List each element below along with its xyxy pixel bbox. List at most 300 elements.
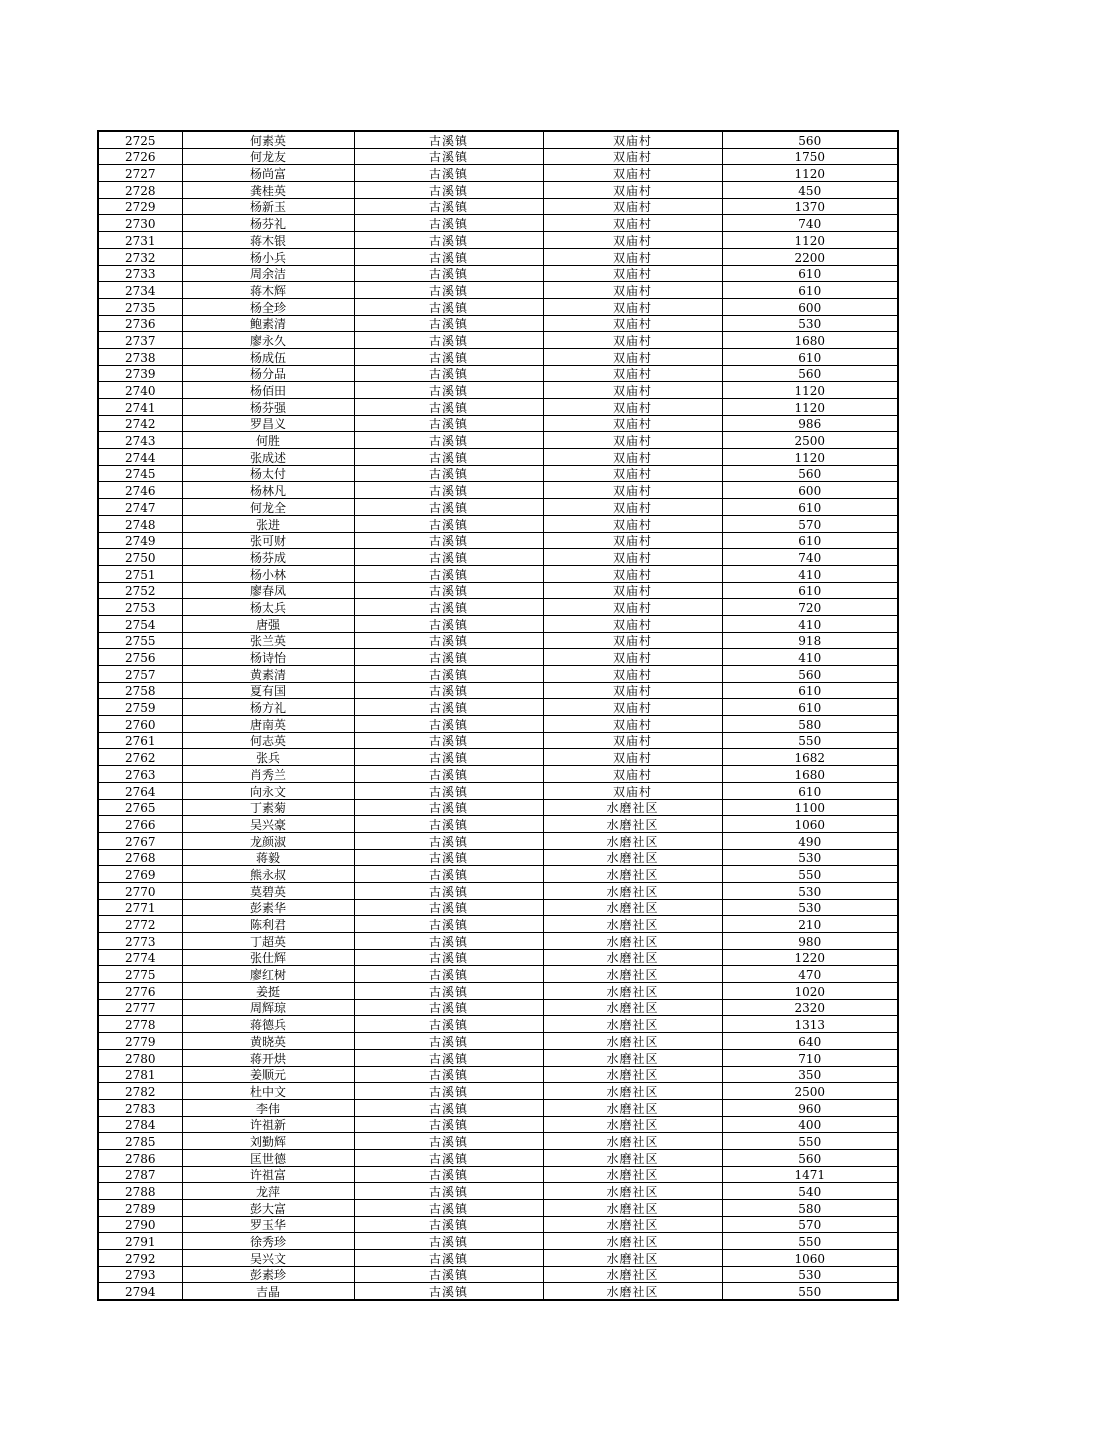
amount-cell: 610 <box>722 532 898 549</box>
amount-cell: 980 <box>722 933 898 950</box>
village-cell: 水磨社区 <box>543 816 722 833</box>
row-number-cell: 2784 <box>98 1116 182 1133</box>
row-number-cell: 2789 <box>98 1200 182 1217</box>
row-number-cell: 2730 <box>98 215 182 232</box>
row-number-cell: 2728 <box>98 182 182 199</box>
village-cell: 双庙村 <box>543 399 722 416</box>
name-cell: 姜顺元 <box>182 1066 354 1083</box>
town-cell: 古溪镇 <box>354 532 543 549</box>
row-number-cell: 2768 <box>98 849 182 866</box>
town-cell: 古溪镇 <box>354 966 543 983</box>
amount-cell: 550 <box>722 1283 898 1300</box>
table-row <box>98 832 898 849</box>
name-cell: 何志英 <box>182 732 354 749</box>
amount-cell: 1220 <box>722 949 898 966</box>
village-cell: 双庙村 <box>543 215 722 232</box>
amount-cell: 560 <box>722 666 898 683</box>
town-cell: 古溪镇 <box>354 1016 543 1033</box>
town-cell: 古溪镇 <box>354 1116 543 1133</box>
amount-cell: 2320 <box>722 999 898 1016</box>
row-number-cell: 2788 <box>98 1183 182 1200</box>
name-cell: 廖红树 <box>182 966 354 983</box>
town-cell: 古溪镇 <box>354 215 543 232</box>
amount-cell: 550 <box>722 866 898 883</box>
name-cell: 肖秀兰 <box>182 766 354 783</box>
row-number-cell: 2737 <box>98 332 182 349</box>
village-cell: 双庙村 <box>543 565 722 582</box>
row-number-cell: 2756 <box>98 649 182 666</box>
amount-cell: 570 <box>722 515 898 532</box>
table-row <box>98 182 898 199</box>
table-row <box>98 899 898 916</box>
name-cell: 刘勤辉 <box>182 1133 354 1150</box>
village-cell: 水磨社区 <box>543 1033 722 1050</box>
name-cell: 唐强 <box>182 615 354 632</box>
village-cell: 双庙村 <box>543 348 722 365</box>
table-row <box>98 499 898 516</box>
village-cell: 双庙村 <box>543 599 722 616</box>
village-cell: 双庙村 <box>543 749 722 766</box>
row-number-cell: 2733 <box>98 265 182 282</box>
amount-cell: 530 <box>722 849 898 866</box>
town-cell: 古溪镇 <box>354 182 543 199</box>
town-cell: 古溪镇 <box>354 1033 543 1050</box>
table-row <box>98 565 898 582</box>
name-cell: 黄素清 <box>182 666 354 683</box>
table-row <box>98 532 898 549</box>
row-number-cell: 2750 <box>98 549 182 566</box>
table-row <box>98 1066 898 1083</box>
table-row <box>98 799 898 816</box>
table-body <box>98 131 898 1300</box>
row-number-cell: 2751 <box>98 565 182 582</box>
amount-cell: 1060 <box>722 1250 898 1267</box>
name-cell: 杨全珍 <box>182 298 354 315</box>
table-row <box>98 315 898 332</box>
name-cell: 杨尚富 <box>182 165 354 182</box>
amount-cell: 740 <box>722 215 898 232</box>
row-number-cell: 2779 <box>98 1033 182 1050</box>
name-cell: 吴兴文 <box>182 1250 354 1267</box>
village-cell: 双庙村 <box>543 649 722 666</box>
town-cell: 古溪镇 <box>354 465 543 482</box>
name-cell: 李伟 <box>182 1099 354 1116</box>
table-row <box>98 766 898 783</box>
town-cell: 古溪镇 <box>354 866 543 883</box>
table-row <box>98 816 898 833</box>
name-cell: 许祖富 <box>182 1166 354 1183</box>
amount-cell: 1100 <box>722 799 898 816</box>
village-cell: 水磨社区 <box>543 1283 722 1300</box>
village-cell: 双庙村 <box>543 699 722 716</box>
amount-cell: 610 <box>722 699 898 716</box>
name-cell: 杨小林 <box>182 565 354 582</box>
amount-cell: 530 <box>722 315 898 332</box>
table-row <box>98 849 898 866</box>
village-cell: 水磨社区 <box>543 1266 722 1283</box>
table-row <box>98 666 898 683</box>
town-cell: 古溪镇 <box>354 666 543 683</box>
row-number-cell: 2776 <box>98 983 182 1000</box>
row-number-cell: 2761 <box>98 732 182 749</box>
town-cell: 古溪镇 <box>354 165 543 182</box>
town-cell: 古溪镇 <box>354 1083 543 1100</box>
town-cell: 古溪镇 <box>354 849 543 866</box>
village-cell: 水磨社区 <box>543 1216 722 1233</box>
town-cell: 古溪镇 <box>354 782 543 799</box>
row-number-cell: 2786 <box>98 1149 182 1166</box>
row-number-cell: 2775 <box>98 966 182 983</box>
town-cell: 古溪镇 <box>354 682 543 699</box>
village-cell: 双庙村 <box>543 282 722 299</box>
table-row <box>98 983 898 1000</box>
name-cell: 蒋木辉 <box>182 282 354 299</box>
row-number-cell: 2792 <box>98 1250 182 1267</box>
name-cell: 罗昌义 <box>182 415 354 432</box>
town-cell: 古溪镇 <box>354 382 543 399</box>
table-row <box>98 399 898 416</box>
row-number-cell: 2745 <box>98 465 182 482</box>
name-cell: 张仕辉 <box>182 949 354 966</box>
table-row <box>98 933 898 950</box>
row-number-cell: 2762 <box>98 749 182 766</box>
town-cell: 古溪镇 <box>354 1099 543 1116</box>
name-cell: 杨小兵 <box>182 248 354 265</box>
amount-cell: 560 <box>722 1149 898 1166</box>
amount-cell: 1682 <box>722 749 898 766</box>
row-number-cell: 2738 <box>98 348 182 365</box>
village-cell: 双庙村 <box>543 198 722 215</box>
town-cell: 古溪镇 <box>354 432 543 449</box>
town-cell: 古溪镇 <box>354 1200 543 1217</box>
name-cell: 杨成伍 <box>182 348 354 365</box>
town-cell: 古溪镇 <box>354 615 543 632</box>
name-cell: 廖春凤 <box>182 582 354 599</box>
village-cell: 水磨社区 <box>543 1166 722 1183</box>
village-cell: 双庙村 <box>543 415 722 432</box>
village-cell: 水磨社区 <box>543 849 722 866</box>
table-row <box>98 365 898 382</box>
amount-cell: 540 <box>722 1183 898 1200</box>
village-cell: 双庙村 <box>543 482 722 499</box>
village-cell: 双庙村 <box>543 232 722 249</box>
row-number-cell: 2748 <box>98 515 182 532</box>
name-cell: 杨芬强 <box>182 399 354 416</box>
town-cell: 古溪镇 <box>354 348 543 365</box>
table-row <box>98 615 898 632</box>
table-row <box>98 1016 898 1033</box>
name-cell: 匡世德 <box>182 1149 354 1166</box>
row-number-cell: 2734 <box>98 282 182 299</box>
row-number-cell: 2778 <box>98 1016 182 1033</box>
row-number-cell: 2729 <box>98 198 182 215</box>
row-number-cell: 2753 <box>98 599 182 616</box>
town-cell: 古溪镇 <box>354 1049 543 1066</box>
row-number-cell: 2764 <box>98 782 182 799</box>
village-cell: 双庙村 <box>543 666 722 683</box>
village-cell: 水磨社区 <box>543 1116 722 1133</box>
table-row <box>98 632 898 649</box>
table-row <box>98 582 898 599</box>
amount-cell: 1120 <box>722 165 898 182</box>
name-cell: 许祖新 <box>182 1116 354 1133</box>
table-row <box>98 1266 898 1283</box>
name-cell: 彭素华 <box>182 899 354 916</box>
row-number-cell: 2742 <box>98 415 182 432</box>
town-cell: 古溪镇 <box>354 632 543 649</box>
row-number-cell: 2747 <box>98 499 182 516</box>
amount-cell: 530 <box>722 1266 898 1283</box>
row-number-cell: 2746 <box>98 482 182 499</box>
village-cell: 水磨社区 <box>543 866 722 883</box>
table-row <box>98 1033 898 1050</box>
name-cell: 蒋木银 <box>182 232 354 249</box>
row-number-cell: 2759 <box>98 699 182 716</box>
village-cell: 双庙村 <box>543 332 722 349</box>
name-cell: 张可财 <box>182 532 354 549</box>
village-cell: 双庙村 <box>543 682 722 699</box>
table-row <box>98 699 898 716</box>
amount-cell: 410 <box>722 565 898 582</box>
village-cell: 水磨社区 <box>543 1083 722 1100</box>
table-row <box>98 732 898 749</box>
village-cell: 双庙村 <box>543 782 722 799</box>
town-cell: 古溪镇 <box>354 282 543 299</box>
row-number-cell: 2783 <box>98 1099 182 1116</box>
row-number-cell: 2726 <box>98 148 182 165</box>
row-number-cell: 2765 <box>98 799 182 816</box>
amount-cell: 580 <box>722 716 898 733</box>
town-cell: 古溪镇 <box>354 198 543 215</box>
table-row <box>98 682 898 699</box>
table-row <box>98 131 898 148</box>
table-row <box>98 198 898 215</box>
amount-cell: 600 <box>722 298 898 315</box>
town-cell: 古溪镇 <box>354 265 543 282</box>
table-row <box>98 215 898 232</box>
row-number-cell: 2740 <box>98 382 182 399</box>
amount-cell: 550 <box>722 1233 898 1250</box>
name-cell: 龙萍 <box>182 1183 354 1200</box>
row-number-cell: 2769 <box>98 866 182 883</box>
town-cell: 古溪镇 <box>354 699 543 716</box>
town-cell: 古溪镇 <box>354 1266 543 1283</box>
town-cell: 古溪镇 <box>354 415 543 432</box>
name-cell: 杨方礼 <box>182 699 354 716</box>
village-cell: 水磨社区 <box>543 983 722 1000</box>
town-cell: 古溪镇 <box>354 148 543 165</box>
village-cell: 水磨社区 <box>543 916 722 933</box>
table-row <box>98 1233 898 1250</box>
town-cell: 古溪镇 <box>354 399 543 416</box>
name-cell: 周辉琼 <box>182 999 354 1016</box>
town-cell: 古溪镇 <box>354 766 543 783</box>
town-cell: 古溪镇 <box>354 1216 543 1233</box>
row-number-cell: 2741 <box>98 399 182 416</box>
row-number-cell: 2743 <box>98 432 182 449</box>
village-cell: 双庙村 <box>543 365 722 382</box>
town-cell: 古溪镇 <box>354 1166 543 1183</box>
table-row <box>98 882 898 899</box>
town-cell: 古溪镇 <box>354 1066 543 1083</box>
village-cell: 水磨社区 <box>543 1049 722 1066</box>
name-cell: 何胜 <box>182 432 354 449</box>
village-cell: 双庙村 <box>543 716 722 733</box>
town-cell: 古溪镇 <box>354 549 543 566</box>
table-row <box>98 332 898 349</box>
row-number-cell: 2758 <box>98 682 182 699</box>
name-cell: 吉晶 <box>182 1283 354 1300</box>
table-row <box>98 515 898 532</box>
amount-cell: 1370 <box>722 198 898 215</box>
amount-cell: 560 <box>722 465 898 482</box>
name-cell: 陈利君 <box>182 916 354 933</box>
row-number-cell: 2785 <box>98 1133 182 1150</box>
town-cell: 古溪镇 <box>354 916 543 933</box>
table-row <box>98 232 898 249</box>
amount-cell: 450 <box>722 182 898 199</box>
town-cell: 古溪镇 <box>354 799 543 816</box>
name-cell: 杨分品 <box>182 365 354 382</box>
name-cell: 彭素珍 <box>182 1266 354 1283</box>
amount-cell: 550 <box>722 1133 898 1150</box>
name-cell: 龙颜淑 <box>182 832 354 849</box>
table-row <box>98 265 898 282</box>
amount-cell: 490 <box>722 832 898 849</box>
village-cell: 双庙村 <box>543 632 722 649</box>
village-cell: 水磨社区 <box>543 1016 722 1033</box>
row-number-cell: 2755 <box>98 632 182 649</box>
name-cell: 杨新玉 <box>182 198 354 215</box>
table-row <box>98 449 898 466</box>
data-table <box>97 130 899 1301</box>
town-cell: 古溪镇 <box>354 232 543 249</box>
table-row <box>98 382 898 399</box>
amount-cell: 550 <box>722 732 898 749</box>
village-cell: 双庙村 <box>543 465 722 482</box>
name-cell: 夏有国 <box>182 682 354 699</box>
row-number-cell: 2744 <box>98 449 182 466</box>
amount-cell: 2500 <box>722 1083 898 1100</box>
table-row <box>98 716 898 733</box>
amount-cell: 1680 <box>722 332 898 349</box>
village-cell: 水磨社区 <box>543 799 722 816</box>
amount-cell: 610 <box>722 282 898 299</box>
amount-cell: 610 <box>722 582 898 599</box>
village-cell: 水磨社区 <box>543 1149 722 1166</box>
name-cell: 黄晓英 <box>182 1033 354 1050</box>
row-number-cell: 2731 <box>98 232 182 249</box>
town-cell: 古溪镇 <box>354 482 543 499</box>
town-cell: 古溪镇 <box>354 949 543 966</box>
row-number-cell: 2780 <box>98 1049 182 1066</box>
town-cell: 古溪镇 <box>354 365 543 382</box>
amount-cell: 986 <box>722 415 898 432</box>
row-number-cell: 2749 <box>98 532 182 549</box>
name-cell: 张成述 <box>182 449 354 466</box>
amount-cell: 410 <box>722 615 898 632</box>
town-cell: 古溪镇 <box>354 599 543 616</box>
table-row <box>98 949 898 966</box>
town-cell: 古溪镇 <box>354 1250 543 1267</box>
row-number-cell: 2791 <box>98 1233 182 1250</box>
village-cell: 双庙村 <box>543 165 722 182</box>
town-cell: 古溪镇 <box>354 1133 543 1150</box>
name-cell: 何龙友 <box>182 148 354 165</box>
amount-cell: 710 <box>722 1049 898 1066</box>
amount-cell: 600 <box>722 482 898 499</box>
town-cell: 古溪镇 <box>354 332 543 349</box>
village-cell: 双庙村 <box>543 265 722 282</box>
village-cell: 水磨社区 <box>543 966 722 983</box>
amount-cell: 610 <box>722 265 898 282</box>
table-row <box>98 599 898 616</box>
table-row <box>98 482 898 499</box>
amount-cell: 610 <box>722 682 898 699</box>
name-cell: 罗玉华 <box>182 1216 354 1233</box>
row-number-cell: 2794 <box>98 1283 182 1300</box>
amount-cell: 2200 <box>722 248 898 265</box>
name-cell: 张兰英 <box>182 632 354 649</box>
table-row <box>98 348 898 365</box>
name-cell: 杨芬成 <box>182 549 354 566</box>
village-cell: 双庙村 <box>543 298 722 315</box>
amount-cell: 2500 <box>722 432 898 449</box>
row-number-cell: 2787 <box>98 1166 182 1183</box>
amount-cell: 918 <box>722 632 898 649</box>
amount-cell: 560 <box>722 365 898 382</box>
row-number-cell: 2767 <box>98 832 182 849</box>
table-row <box>98 916 898 933</box>
amount-cell: 210 <box>722 916 898 933</box>
town-cell: 古溪镇 <box>354 899 543 916</box>
town-cell: 古溪镇 <box>354 1183 543 1200</box>
town-cell: 古溪镇 <box>354 298 543 315</box>
row-number-cell: 2754 <box>98 615 182 632</box>
row-number-cell: 2790 <box>98 1216 182 1233</box>
table-row <box>98 1116 898 1133</box>
row-number-cell: 2725 <box>98 131 182 148</box>
name-cell: 熊永叔 <box>182 866 354 883</box>
row-number-cell: 2736 <box>98 315 182 332</box>
town-cell: 古溪镇 <box>354 649 543 666</box>
village-cell: 水磨社区 <box>543 1099 722 1116</box>
village-cell: 水磨社区 <box>543 933 722 950</box>
row-number-cell: 2773 <box>98 933 182 950</box>
amount-cell: 1680 <box>722 766 898 783</box>
row-number-cell: 2727 <box>98 165 182 182</box>
name-cell: 蒋开烘 <box>182 1049 354 1066</box>
table-row <box>98 298 898 315</box>
amount-cell: 1120 <box>722 382 898 399</box>
amount-cell: 1120 <box>722 232 898 249</box>
name-cell: 杨太兵 <box>182 599 354 616</box>
amount-cell: 1750 <box>722 148 898 165</box>
name-cell: 杨太付 <box>182 465 354 482</box>
name-cell: 张进 <box>182 515 354 532</box>
amount-cell: 1120 <box>722 449 898 466</box>
row-number-cell: 2772 <box>98 916 182 933</box>
table-row <box>98 1149 898 1166</box>
village-cell: 双庙村 <box>543 549 722 566</box>
town-cell: 古溪镇 <box>354 248 543 265</box>
name-cell: 周余洁 <box>182 265 354 282</box>
town-cell: 古溪镇 <box>354 933 543 950</box>
name-cell: 唐南英 <box>182 716 354 733</box>
row-number-cell: 2760 <box>98 716 182 733</box>
village-cell: 双庙村 <box>543 131 722 148</box>
name-cell: 徐秀珍 <box>182 1233 354 1250</box>
